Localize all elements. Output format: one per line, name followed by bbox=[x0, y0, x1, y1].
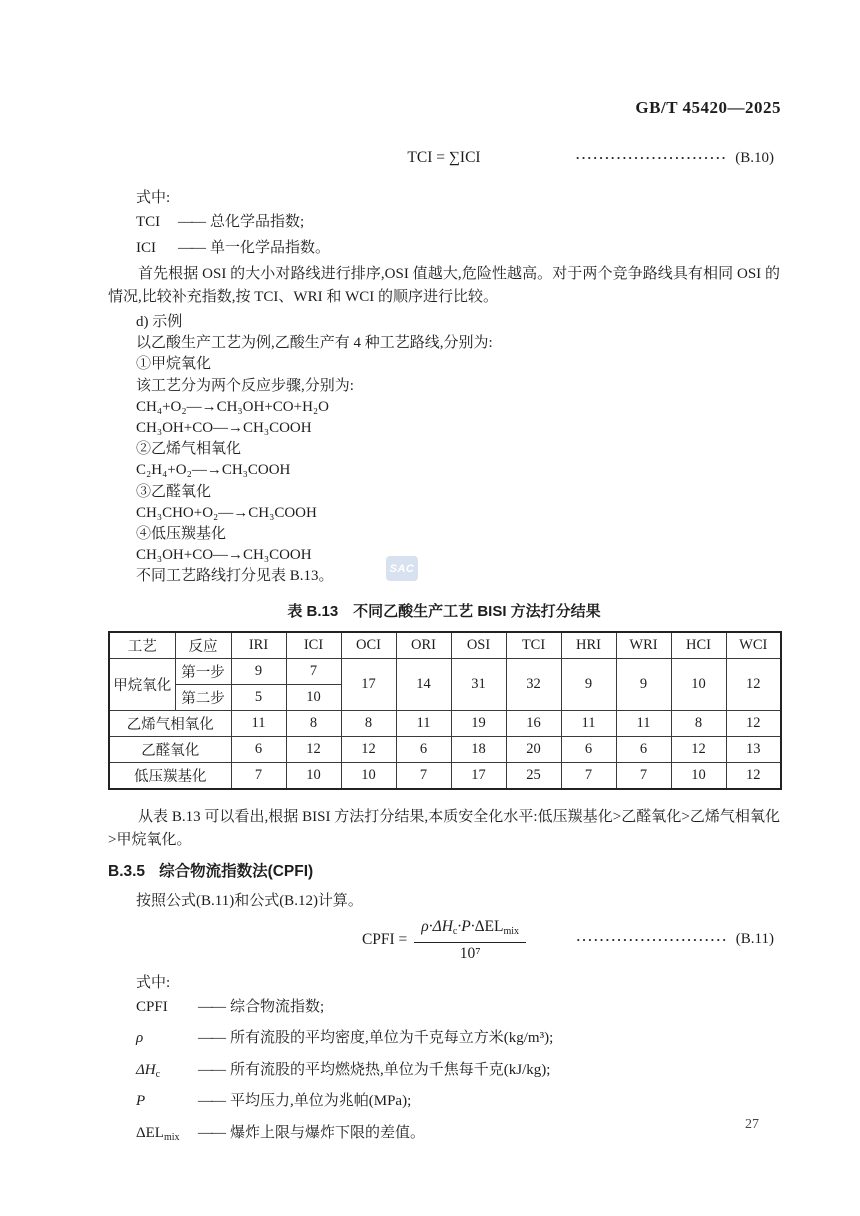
col-header: TCI bbox=[506, 632, 561, 659]
cell-value: 10 bbox=[341, 763, 396, 789]
formula-b11-numerator: $\rho\cdot\Delta H_c\cdot P\cdot\Delta EL_{mix}$ bbox=[414, 917, 526, 943]
cell-value: 32 bbox=[506, 659, 561, 711]
col-header: IRI bbox=[231, 632, 286, 659]
cell-value: 7 bbox=[616, 763, 671, 789]
cell-value: 17 bbox=[341, 659, 396, 711]
chemical-equation: CH₃OH+CO—→CH₃COOH bbox=[136, 547, 312, 564]
definition-dash: —— bbox=[198, 1030, 224, 1047]
cell-value: 13 bbox=[726, 737, 781, 763]
chemical-equation: CH₄+O₂—→CH₃OH+CO+H₂O bbox=[136, 398, 329, 415]
cell-value: 12 bbox=[726, 711, 781, 737]
definition-term: $\Delta EL_{mix}$ bbox=[136, 1124, 180, 1143]
example-line: 以乙酸生产工艺为例,乙酸生产有 4 种工艺路线,分别为: bbox=[136, 335, 493, 352]
cell-value: 11 bbox=[616, 711, 671, 737]
definition-dash: —— bbox=[178, 214, 204, 230]
cell-value: 9 bbox=[616, 659, 671, 711]
cell-value: 8 bbox=[341, 711, 396, 737]
chemical-equation: CH₃OH+CO—→CH₃COOH bbox=[136, 420, 312, 437]
table-row bbox=[109, 659, 781, 685]
cell-value: 6 bbox=[231, 737, 286, 763]
cell-process: 乙烯气相氧化 bbox=[109, 711, 231, 737]
cell-value: 6 bbox=[616, 737, 671, 763]
formula-b11-lhs: CPFI = bbox=[361, 930, 408, 948]
cell-value: 5 bbox=[231, 685, 286, 711]
definition-text: 爆炸上限与爆炸下限的差值。 bbox=[230, 1124, 426, 1141]
formula-b11-denominator: 10⁷ bbox=[459, 944, 481, 962]
chemical-equation: CH₃CHO+O₂—→CH₃COOH bbox=[136, 504, 317, 521]
cell-value: 12 bbox=[341, 737, 396, 763]
definition-dash: —— bbox=[198, 1093, 224, 1110]
cell-value: 10 bbox=[671, 659, 726, 711]
dotted-leader: ·························· bbox=[575, 150, 728, 165]
definition-row bbox=[108, 209, 780, 235]
where-label: 式中: bbox=[136, 190, 171, 206]
paragraph-osi-ranking: 首先根据 OSI 的大小对路线进行排序,OSI 值越大,危险性越高。对于两个竞争路线具有相同 OSI 的情况,比较补充指数,按 TCI、WRI 和 WCI 的顺序进行比较。 bbox=[108, 266, 780, 305]
page-content bbox=[108, 146, 780, 1151]
col-header: WCI bbox=[726, 632, 781, 659]
cell-value: 20 bbox=[506, 737, 561, 763]
col-header: WRI bbox=[616, 632, 671, 659]
cell-value: 7 bbox=[286, 659, 341, 685]
definition-term: ρ bbox=[136, 1030, 144, 1047]
example-line: 该工艺分为两个反应步骤,分别为: bbox=[136, 377, 354, 394]
cell-value: 7 bbox=[396, 763, 451, 789]
cell-value: 12 bbox=[286, 737, 341, 763]
example-line: ③乙醛氧化 bbox=[136, 483, 212, 500]
section-title: 综合物流指数法(CPFI) bbox=[159, 862, 314, 880]
example-line: ④低压羰基化 bbox=[136, 526, 227, 543]
cell-value: 31 bbox=[451, 659, 506, 711]
table-header-row bbox=[109, 632, 781, 659]
chemical-equation: C₂H₄+O₂—→CH₃COOH bbox=[136, 462, 291, 479]
formula-b11-fraction bbox=[414, 917, 526, 963]
formula-b10-label: (B.10) bbox=[735, 150, 774, 166]
example-line: ②乙烯气相氧化 bbox=[136, 441, 242, 458]
definition-text: 所有流股的平均密度,单位为千克每立方米(kg/m³); bbox=[230, 1030, 554, 1047]
cell-value: 11 bbox=[231, 711, 286, 737]
col-header: OSI bbox=[451, 632, 506, 659]
definition-row bbox=[108, 1088, 780, 1120]
definition-text: 平均压力,单位为兆帕(MPa); bbox=[230, 1093, 412, 1110]
cell-value: 14 bbox=[396, 659, 451, 711]
definition-row bbox=[108, 1025, 780, 1057]
col-header: 反应 bbox=[175, 632, 231, 659]
dotted-leader: ·························· bbox=[576, 931, 728, 947]
example-line: 不同工艺路线打分见表 B.13。 bbox=[136, 568, 334, 585]
cell-process: 低压羰基化 bbox=[109, 763, 231, 789]
col-header: ICI bbox=[286, 632, 341, 659]
definition-row bbox=[108, 994, 780, 1026]
paragraph-calc: 按照公式(B.11)和公式(B.12)计算。 bbox=[136, 892, 363, 909]
cell-value: 7 bbox=[231, 763, 286, 789]
cell-value: 9 bbox=[561, 659, 616, 711]
cell-value: 10 bbox=[286, 685, 341, 711]
cell-step: 第一步 bbox=[175, 659, 231, 685]
col-header: OCI bbox=[341, 632, 396, 659]
col-header: HCI bbox=[671, 632, 726, 659]
definition-text: 总化学品指数; bbox=[210, 214, 305, 230]
table-row bbox=[109, 737, 781, 763]
cell-value: 18 bbox=[451, 737, 506, 763]
definition-term: CPFI bbox=[136, 998, 168, 1015]
table-row bbox=[109, 763, 781, 789]
cell-value: 12 bbox=[726, 659, 781, 711]
cell-value: 16 bbox=[506, 711, 561, 737]
definition-row bbox=[108, 235, 780, 261]
cell-process: 乙醛氧化 bbox=[109, 737, 231, 763]
section-number: B.3.5 bbox=[108, 862, 146, 880]
where-label: 式中: bbox=[136, 974, 171, 991]
definition-dash: —— bbox=[178, 240, 204, 256]
definition-row bbox=[108, 1057, 780, 1089]
cell-value: 10 bbox=[671, 763, 726, 789]
formula-b10 bbox=[108, 146, 780, 170]
definition-dash: —— bbox=[198, 1061, 224, 1078]
cell-value: 11 bbox=[561, 711, 616, 737]
col-header: HRI bbox=[561, 632, 616, 659]
definition-term: $\Delta H_c$ bbox=[136, 1061, 161, 1080]
definition-text: 单一化学品指数。 bbox=[210, 240, 331, 256]
table-b13 bbox=[108, 631, 782, 790]
definition-text: 综合物流指数; bbox=[230, 998, 325, 1015]
sac-watermark-text: SAC bbox=[389, 562, 415, 575]
cell-value: 12 bbox=[726, 763, 781, 789]
formula-b11 bbox=[108, 914, 780, 966]
definition-term: ICI bbox=[136, 240, 156, 256]
formula-b10-reference bbox=[576, 146, 774, 170]
definition-text: 所有流股的平均燃烧热,单位为千焦每千克(kJ/kg); bbox=[230, 1061, 551, 1078]
cell-value: 11 bbox=[396, 711, 451, 737]
cell-value: 12 bbox=[671, 737, 726, 763]
formula-b10-expression: TCI = ∑ICI bbox=[407, 149, 481, 166]
example-line: d) 示例 bbox=[136, 314, 183, 330]
formula-b11-reference bbox=[576, 914, 774, 966]
paragraph-conclusion: 从表 B.13 可以看出,根据 BISI 方法打分结果,本质安全化水平:低压羰基化>乙醛氧化>乙烯气相氧化>甲烷氧化。 bbox=[108, 808, 780, 848]
table-b13-caption: 表 B.13 不同乙酸生产工艺 BISI 方法打分结果 bbox=[287, 602, 601, 620]
standard-number: GB/T 45420—2025 bbox=[635, 98, 781, 117]
col-header: 工艺 bbox=[109, 632, 175, 659]
example-line: ①甲烷氧化 bbox=[136, 356, 212, 373]
example-block bbox=[108, 312, 780, 588]
cell-value: 8 bbox=[286, 711, 341, 737]
cell-value: 7 bbox=[561, 763, 616, 789]
col-header: ORI bbox=[396, 632, 451, 659]
formula-b11-label: (B.11) bbox=[735, 931, 774, 948]
cell-value: 25 bbox=[506, 763, 561, 789]
cell-value: 10 bbox=[286, 763, 341, 789]
page-number: 27 bbox=[745, 1117, 759, 1132]
cell-step: 第二步 bbox=[175, 685, 231, 711]
cell-value: 6 bbox=[396, 737, 451, 763]
cell-value: 17 bbox=[451, 763, 506, 789]
section-heading-b35 bbox=[108, 861, 780, 882]
definition-term: TCI bbox=[136, 214, 161, 230]
cell-value: 9 bbox=[231, 659, 286, 685]
cell-value: 6 bbox=[561, 737, 616, 763]
definition-dash: —— bbox=[198, 998, 224, 1015]
cell-process: 甲烷氧化 bbox=[109, 659, 175, 711]
cell-value: 19 bbox=[451, 711, 506, 737]
cell-value: 8 bbox=[671, 711, 726, 737]
definition-term: P bbox=[136, 1093, 146, 1110]
table-row bbox=[109, 711, 781, 737]
definition-row bbox=[108, 1120, 780, 1152]
definition-dash: —— bbox=[198, 1124, 224, 1141]
